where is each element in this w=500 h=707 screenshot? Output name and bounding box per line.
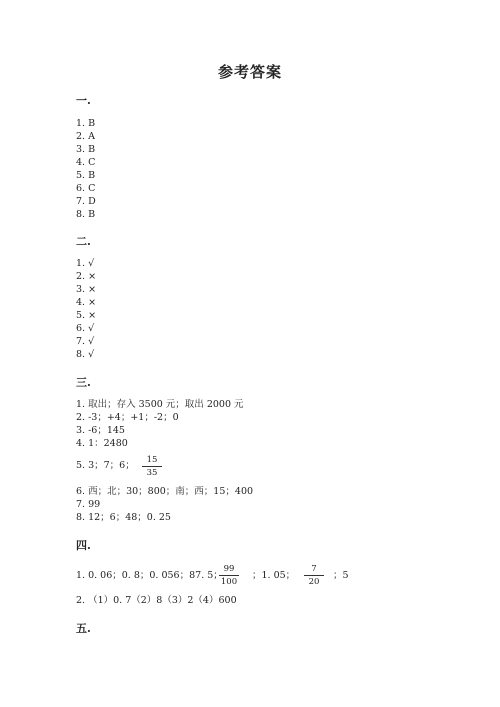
answer-line: 8. 12；6；48；0. 25 [76,512,171,523]
answer-line: 8. B [76,209,96,220]
section-heading-3: 三. [76,376,91,389]
answer-line: 7. D [76,196,96,207]
fraction [217,564,241,587]
answer-line: 1. 取出；存入 3500 元；取出 2000 元 [76,399,244,410]
fraction-bar [219,575,239,576]
answer-line: 6. C [76,183,96,194]
answer-line: 2. × [76,271,97,282]
fraction-numerator: 7 [311,564,317,574]
answer-line: 7. √ [76,336,95,347]
fraction [140,455,164,478]
answer-text: ；1. 05； [252,570,296,581]
answer-line: 3. × [76,284,97,295]
answer-line: 6. √ [76,323,95,334]
answer-text: ；5 [333,570,349,581]
answer-line: 2. A [76,131,95,142]
answer-line: 2. -3；+4；+1；-2；0 [76,412,179,423]
fraction-numerator: 15 [146,455,158,465]
answer-line: 5. B [76,170,96,181]
fraction-numerator: 99 [223,564,235,574]
section-heading-1: 一. [76,94,91,107]
fraction [302,564,326,587]
answer-line: 4. C [76,157,96,168]
section-heading-2: 二. [76,235,91,248]
answer-line: 4. 1：2480 [76,438,128,449]
answer-line: 6. 西；北；30；800；南；西；15；400 [76,486,254,497]
answer-line: 3. B [76,144,96,155]
fraction-denominator: 20 [308,577,320,587]
fraction-denominator: 35 [146,468,158,478]
answer-line: 5. × [76,310,97,321]
answer-line: 1. 0. 06；0. 8；0. 056；87. 5； [76,570,223,581]
answer-line: 2. （1）0. 7（2）8（3）2（4）600 [76,595,237,606]
page-title: 参考答案 [217,63,282,81]
answer-line: 1. √ [76,258,95,269]
section-heading-4: 四. [76,539,91,552]
answer-line: 5. 3；7；6； [76,460,135,471]
answer-line: 4. × [76,297,97,308]
answer-line: 1. B [76,118,96,129]
answer-line: 3. -6；145 [76,425,125,436]
fraction-bar [304,575,324,576]
section-heading-5: 五. [76,622,91,635]
fraction-bar [142,466,162,467]
fraction-denominator: 100 [220,577,238,587]
answer-line: 8. √ [76,349,95,360]
answer-line: 7. 99 [76,499,101,510]
